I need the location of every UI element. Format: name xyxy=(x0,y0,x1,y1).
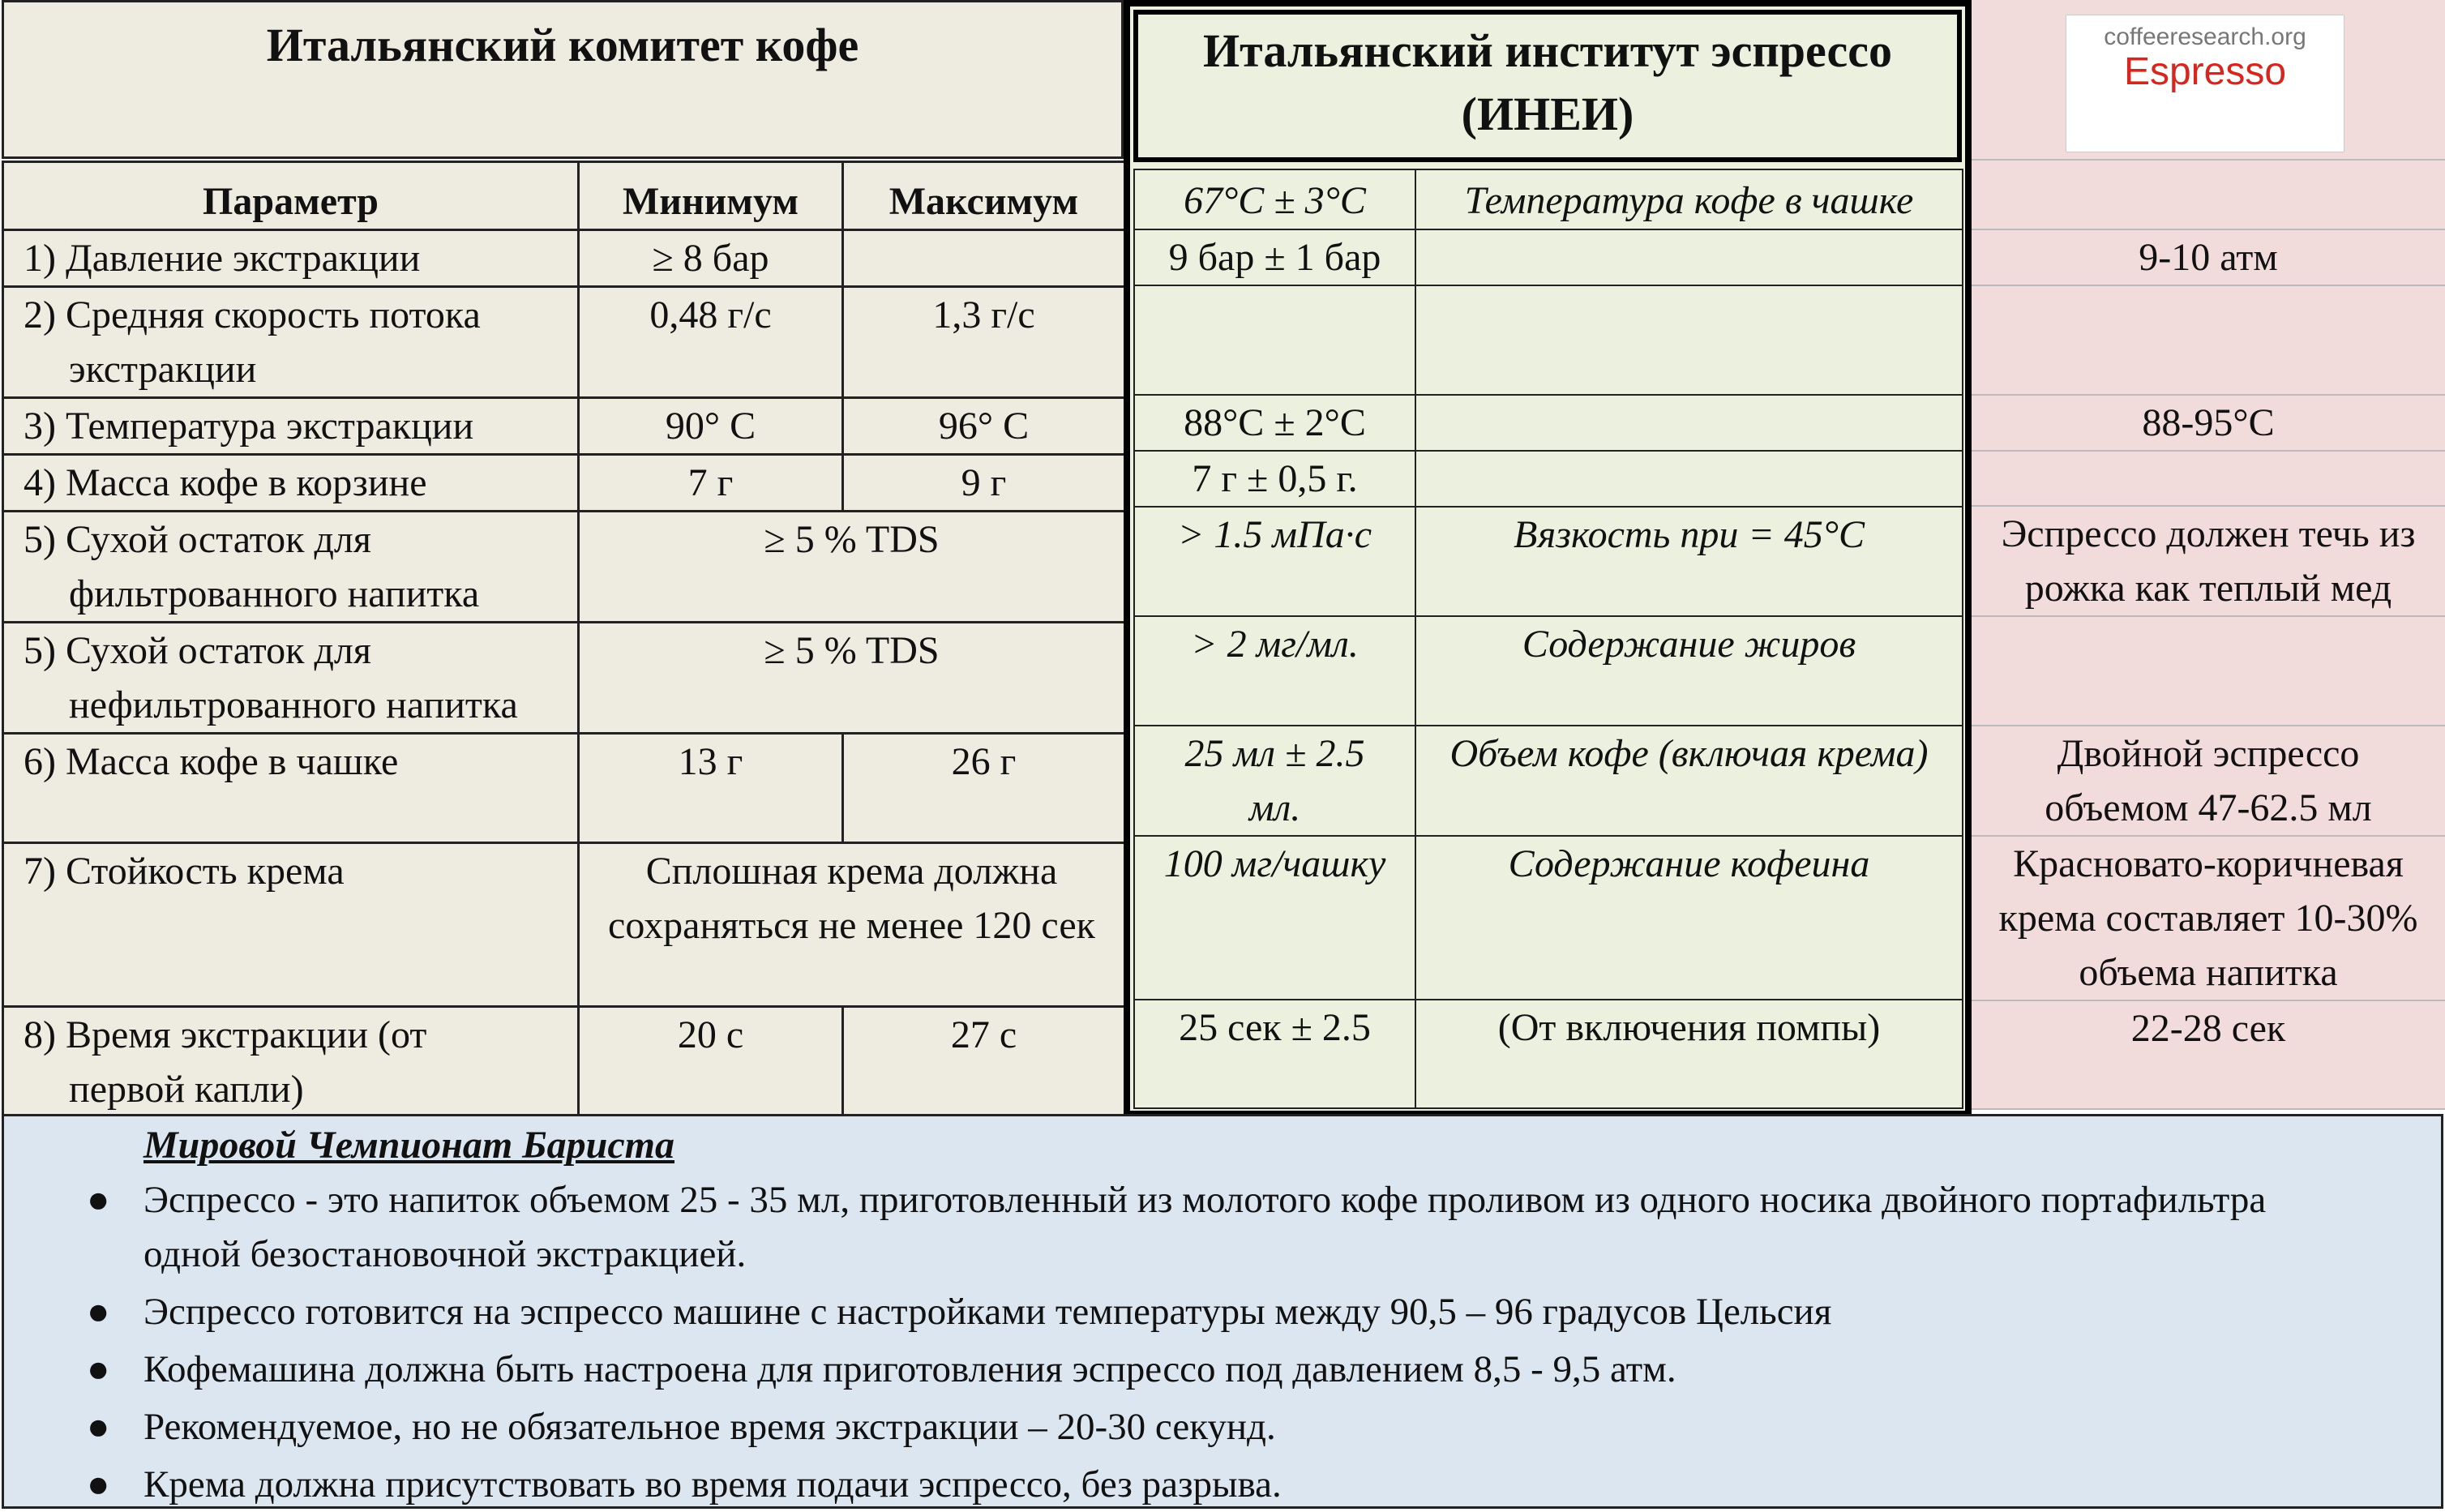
inei-value-cell xyxy=(1134,285,1415,395)
wbc-bullet-item: ● Эспрессо готовится на эспрессо машине с настройками температуры между 90,5 – 96 градусов Цельсия xyxy=(4,1285,2436,1339)
param-cell: 4) Масса кофе в корзине xyxy=(3,455,579,512)
inei-value-cell: 25 мл ± 2.5 мл. xyxy=(1134,726,1415,836)
inei-desc-cell: Содержание кофеина xyxy=(1415,836,1963,1000)
param-cell: 3) Температура экстракции xyxy=(3,398,579,455)
cr-cell xyxy=(1972,285,2445,395)
cr-cell: Двойной эспрессо объемом 47-62.5 мл xyxy=(1972,726,2445,836)
wbc-bullet-list xyxy=(4,1173,2436,1512)
wbc-bullet-item: ● Кофемашина должна быть настроена для приготовления эспрессо под давлением 8,5 - 9,5 атм. xyxy=(4,1343,2436,1397)
inei-header-cell xyxy=(1133,10,1962,162)
committee-header-param: Параметр xyxy=(3,162,579,230)
inei-desc-cell: (От включения помпы) xyxy=(1415,1000,1963,1108)
logo-espresso-text: Espresso xyxy=(2123,50,2287,93)
max-cell: 26 г xyxy=(843,734,1125,843)
cr-cell: 88-95°C xyxy=(1972,395,2445,451)
cr-cell xyxy=(1972,451,2445,506)
max-cell: 1,3 г/с xyxy=(843,287,1125,398)
inei-header-value: 67°C ± 3°C xyxy=(1134,169,1415,229)
inei-title: Итальянский институт эспрессо (ИНЕИ) xyxy=(1203,24,1892,140)
wbc-title: Мировой Чемпионат Бариста xyxy=(143,1124,674,1167)
wbc-bullet-item: ● Рекомендуемое, но не обязательное время экстракции – 20-30 секунд. xyxy=(4,1400,2436,1454)
merged-value-cell: ≥ 5 % TDS xyxy=(579,512,1125,623)
committee-header-min: Минимум xyxy=(579,162,843,230)
committee-table xyxy=(2,161,1126,1119)
max-cell: 9 г xyxy=(843,455,1125,512)
min-cell: 20 с xyxy=(579,1007,843,1118)
inei-desc-cell xyxy=(1415,285,1963,395)
inei-desc-cell xyxy=(1415,229,1963,285)
coffeeresearch-logo xyxy=(2066,15,2344,152)
min-cell: 7 г xyxy=(579,455,843,512)
param-cell: 5) Сухой остаток для нефильтрованного напитка xyxy=(3,623,579,734)
param-cell: 8) Время экстракции (от первой капли) xyxy=(3,1007,579,1118)
bullet-icon: ● xyxy=(87,1406,110,1448)
inei-desc-cell: Вязкость при = 45°C xyxy=(1415,507,1963,616)
inei-table xyxy=(1133,169,1963,1109)
cr-cell: 22-28 сек xyxy=(1972,1000,2445,1109)
max-cell xyxy=(843,230,1125,287)
cr-cell xyxy=(1972,616,2445,726)
param-cell: 5) Сухой остаток для фильтрованного напитка xyxy=(3,512,579,623)
cr-cell: Красновато-коричневая крема составляет 10-30% объема напитка xyxy=(1972,836,2445,1000)
bullet-icon: ● xyxy=(87,1291,110,1333)
wbc-bullet-item: ● Эспрессо - это напиток объемом 25 - 35 мл, приготовленный из молотого кофе проливом из одного носика двойного портафильтра одной безостановочной экстракцией. xyxy=(4,1173,2436,1282)
min-cell: 13 г xyxy=(579,734,843,843)
wbc-bullet-item: ● Крема должна присутствовать во время подачи эспрессо, без разрыва. xyxy=(4,1458,2436,1512)
max-cell: 27 с xyxy=(843,1007,1125,1118)
merged-value-cell: Сплошная крема должна сохраняться не менее 120 сек xyxy=(579,843,1125,1007)
param-cell: 2) Средняя скорость потока экстракции xyxy=(3,287,579,398)
inei-value-cell: 9 бар ± 1 бар xyxy=(1134,229,1415,285)
min-cell: ≥ 8 бар xyxy=(579,230,843,287)
inei-desc-cell: Содержание жиров xyxy=(1415,616,1963,726)
cr-cell: 9-10 атм xyxy=(1972,229,2445,285)
committee-title: Итальянский комитет кофе xyxy=(266,19,859,71)
wbc-section xyxy=(2,1114,2443,1509)
param-cell: 1) Давление экстракции xyxy=(3,230,579,287)
cr-cell xyxy=(1972,160,2445,229)
inei-value-cell: 25 сек ± 2.5 xyxy=(1134,1000,1415,1108)
min-cell: 90° C xyxy=(579,398,843,455)
param-cell: 7) Стойкость крема xyxy=(3,843,579,1007)
inei-desc-cell: Объем кофе (включая крема) xyxy=(1415,726,1963,836)
inei-value-cell: 88°C ± 2°C xyxy=(1134,395,1415,451)
inei-desc-cell xyxy=(1415,395,1963,451)
cr-cell: Эспрессо должен течь из рожка как теплый мед xyxy=(1972,506,2445,616)
bullet-icon: ● xyxy=(87,1179,110,1221)
max-cell: 96° C xyxy=(843,398,1125,455)
inei-value-cell: > 2 мг/мл. xyxy=(1134,616,1415,726)
inei-value-cell: 100 мг/чашку xyxy=(1134,836,1415,1000)
bullet-icon: ● xyxy=(87,1463,110,1506)
min-cell: 0,48 г/с xyxy=(579,287,843,398)
coffeeresearch-table xyxy=(1972,159,2445,1110)
param-cell: 6) Масса кофе в чашке xyxy=(3,734,579,843)
bullet-icon: ● xyxy=(87,1348,110,1390)
inei-header-desc: Температура кофе в чашке xyxy=(1415,169,1963,229)
logo-url-text: coffeeresearch.org xyxy=(2104,24,2306,50)
inei-value-cell: > 1.5 мПа·с xyxy=(1134,507,1415,616)
committee-header-max: Максимум xyxy=(843,162,1125,230)
committee-header-cell xyxy=(2,0,1124,159)
inei-desc-cell xyxy=(1415,451,1963,507)
inei-value-cell: 7 г ± 0,5 г. xyxy=(1134,451,1415,507)
merged-value-cell: ≥ 5 % TDS xyxy=(579,623,1125,734)
